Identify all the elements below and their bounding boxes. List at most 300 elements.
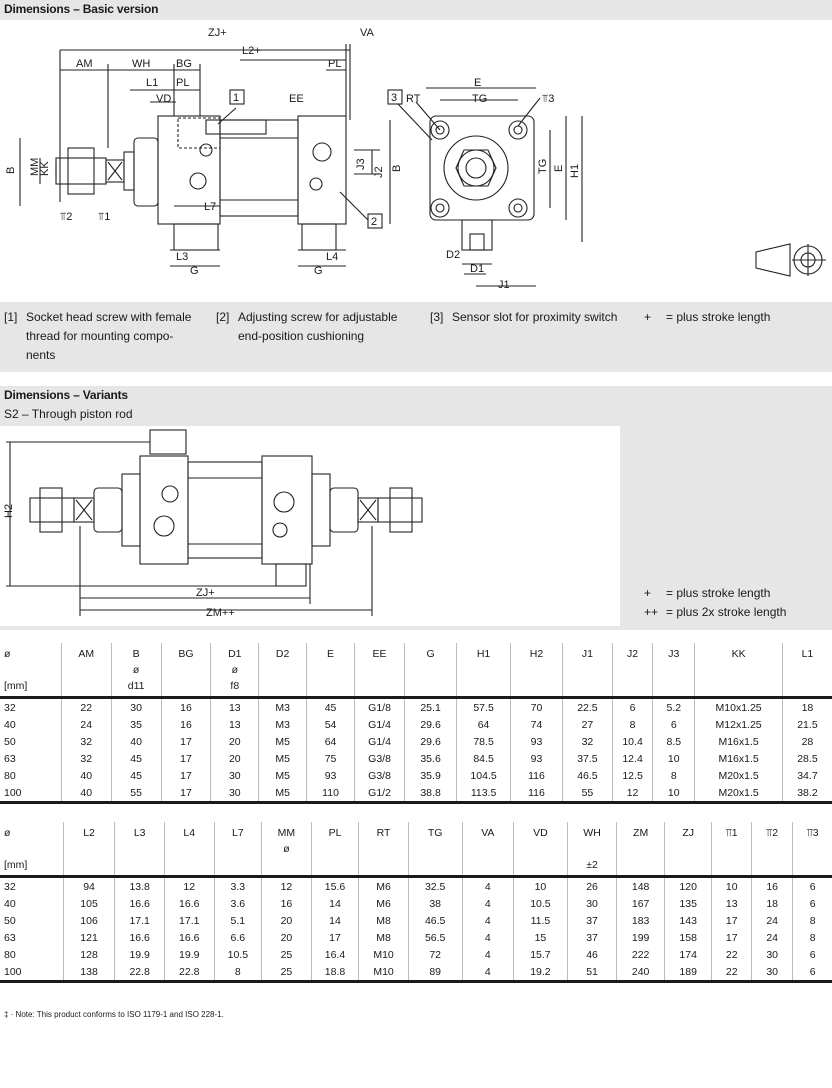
header-line: ⫪3 [806,827,819,839]
table-cell: 12 [262,877,312,896]
header-line: J2 [627,648,639,660]
header-line: G [426,648,435,660]
label-l2: L2+ [242,45,261,57]
label-zj-variant: ZJ+ [196,587,215,599]
table-cell: 14 [311,895,359,912]
header-line: KK [731,648,746,660]
table-cell: 17 [712,929,751,946]
table-cell: 30 [111,698,161,717]
plus-text-variant-2: = plus 2x stroke length [666,605,787,619]
table-cell: 37.5 [562,750,612,767]
header-line: ±2 [586,859,598,871]
plus-text-basic: = plus stroke length [666,310,771,324]
label-j2: J2 [373,166,385,178]
label-callout3: 3 [391,92,398,104]
legend-num-3: [3] [430,310,444,324]
table-cell: 93 [511,750,563,767]
column-header [695,643,783,698]
header-line: J1 [581,648,593,660]
table-cell: 17 [311,929,359,946]
table-cell: M12x1.25 [695,716,783,733]
table-cell: 15 [514,929,568,946]
table-cell: 10 [653,750,695,767]
table-cell: 19.9 [164,946,214,963]
table-2-body [0,877,832,982]
table-cell: 199 [617,929,665,946]
header-line [4,841,63,857]
table-cell: 20 [262,912,312,929]
column-header [751,822,792,877]
table-cell: 32.5 [408,877,462,896]
table-cell: M5 [259,784,307,803]
legend-num-1: [1] [4,310,18,324]
header-line [568,841,617,857]
table-cell: G3/8 [355,767,405,784]
column-header [262,822,312,877]
label-l7: L7 [204,201,217,213]
basic-drawing [0,20,832,302]
variants-title: Dimensions – Variants [4,388,128,402]
legend-1-line-2: thread for mounting compo- [26,329,174,343]
table-cell: 18 [751,895,792,912]
table-cell: 30 [567,895,617,912]
column-header [562,643,612,698]
table-cell: 50 [4,735,16,748]
table-cell: 74 [511,716,563,733]
column-header [653,643,695,698]
table-cell: 15.7 [514,946,568,963]
table-cell: 16.6 [164,895,214,912]
table-cell: 40 [61,784,111,803]
table-cell: 25 [262,963,312,982]
table-cell: 40 [4,897,16,910]
table-cell: 27 [562,716,612,733]
label-l4: L4 [326,251,339,263]
label-mm: MM [29,157,41,176]
table-cell: 4 [462,946,514,963]
table-cell: M6 [359,895,409,912]
table-cell: 10.4 [612,733,652,750]
table-cell: 32 [4,880,16,893]
table-cell: 4 [462,912,514,929]
table-cell: M16x1.5 [695,750,783,767]
table-cell: M5 [259,767,307,784]
table-cell: M8 [359,929,409,946]
label-l1: L1 [146,77,159,89]
table-cell: 93 [307,767,355,784]
header-line: H2 [529,648,544,660]
legend-3-line-1: Sensor slot for proximity switch [452,310,618,324]
table-cell: 135 [664,895,712,912]
header-line: MM [277,827,296,839]
label-g-rear: G [314,265,323,277]
basic-drawing-svg [0,20,832,302]
table-cell: 128 [63,946,115,963]
table-cell: 54 [307,716,355,733]
legend-text-3 [452,308,617,327]
header-line: ø [283,843,290,855]
plus-note-basic [644,310,770,324]
table-cell: M10x1.25 [695,698,783,717]
table-cell: M16x1.5 [695,733,783,750]
legend-text-1 [26,308,191,365]
table-cell: 22.8 [115,963,165,982]
table-cell: 6.6 [214,929,262,946]
table-cell: 12 [612,784,652,803]
table-cell: G1/8 [355,698,405,717]
table-cell: 46.5 [408,912,462,929]
table-cell: 4 [462,963,514,982]
table-1-header-row [0,643,832,698]
header-line: EE [372,648,387,660]
table-row [0,946,832,963]
table-cell: 55 [111,784,161,803]
table-cell: 116 [511,767,563,784]
column-header [359,822,409,877]
table-cell: 46.5 [562,767,612,784]
column-header [0,822,63,877]
header-line: ø [4,648,11,660]
table-cell: 138 [63,963,115,982]
legend-num-2: [2] [216,310,230,324]
label-c1: ⫪1 [98,211,111,223]
table-cell: 19.9 [115,946,165,963]
label-wh: WH [132,58,151,70]
column-header [514,822,568,877]
table-cell: 16 [262,895,312,912]
table-row [0,895,832,912]
table-cell: 28 [782,733,832,750]
table-cell: G3/8 [355,750,405,767]
table-cell: 16.6 [115,895,165,912]
header-line: B [132,648,140,660]
table-cell: 100 [4,965,22,978]
table-cell: 30 [211,784,259,803]
column-header [111,643,161,698]
header-line: D2 [275,648,290,660]
iso-note: ‡ · Note: This product conforms to ISO 1179-1 and ISO 228-1. [4,1010,224,1019]
table-cell: 174 [664,946,712,963]
column-header [664,822,712,877]
table-cell: 57.5 [457,698,511,717]
table-cell: 120 [664,877,712,896]
table-cell: 13 [211,698,259,717]
table-cell: 16.4 [311,946,359,963]
table-cell: 40 [61,767,111,784]
table-cell: 21.5 [782,716,832,733]
table-cell: 8 [653,767,695,784]
table-cell: 78.5 [457,733,511,750]
variants-drawing-svg [0,426,620,626]
table-cell: 56.5 [408,929,462,946]
header-line: D1 [228,648,242,660]
table-cell: 22 [61,698,111,717]
table-cell: 51 [567,963,617,982]
header-line: RT [376,827,391,839]
header-line: WH [583,827,601,839]
table-cell: 17 [161,733,211,750]
table-cell: 24 [61,716,111,733]
table-cell: 35 [111,716,161,733]
table-cell: 12 [164,877,214,896]
header-line [4,662,61,678]
header-line: TG [427,827,443,839]
table-cell: 148 [617,877,665,896]
table-cell: 28.5 [782,750,832,767]
plus-sym-basic: + [644,310,652,324]
table-cell: 104.5 [457,767,511,784]
table-cell: 32 [4,701,16,714]
label-tg-v: TG [537,158,549,174]
legend-1-line-3: nents [26,348,56,362]
table-cell: 70 [511,698,563,717]
header-line: BG [178,648,194,660]
column-header [511,643,563,698]
label-zj: ZJ+ [208,27,227,39]
table-cell: 10.5 [514,895,568,912]
table-cell: 143 [664,912,712,929]
label-tg: TG [472,93,488,105]
header-line: [mm] [4,680,28,692]
table-cell: 6 [793,877,832,896]
table-cell: 29.6 [405,733,457,750]
table-cell: 18 [782,698,832,717]
table-cell: 25 [262,946,312,963]
header-line: ZM [633,827,649,839]
table-cell: 17.1 [115,912,165,929]
table-cell: 63 [4,752,16,765]
table-cell: 64 [307,733,355,750]
table-row [0,929,832,946]
table-cell: 6 [653,716,695,733]
plus-sym-variant-2: ++ [644,605,659,619]
legend-1-line-1: Socket head screw with female [26,310,192,324]
column-header [214,822,262,877]
table-cell: 75 [307,750,355,767]
header-line: H1 [476,648,491,660]
header-line: [mm] [4,859,28,871]
table-cell: 116 [511,784,563,803]
label-e-v: E [553,164,565,172]
table-row [0,912,832,929]
header-line: ZJ [682,827,695,839]
table-cell: 80 [4,769,16,782]
table-cell: G1/4 [355,716,405,733]
table-cell: 16.6 [164,929,214,946]
table-cell: 94 [63,877,115,896]
table-cell: 8.5 [653,733,695,750]
label-bg: BG [176,58,192,70]
label-h2: H2 [3,503,15,518]
table-cell: 5.1 [214,912,262,929]
table-cell: 22 [712,963,751,982]
label-am: AM [76,58,93,70]
table-cell: 13.8 [115,877,165,896]
table-cell: 30 [751,963,792,982]
label-kk: KK [39,161,51,176]
table-cell: 110 [307,784,355,803]
column-header [61,643,111,698]
legend-2-line-1: Adjusting screw for adjustable [238,310,398,324]
variants-drawing [0,426,620,626]
table-cell: 16.6 [115,929,165,946]
table-cell: 17 [161,750,211,767]
table-cell: 6 [793,895,832,912]
table-cell: 40 [111,733,161,750]
table-1-body [0,698,832,803]
table-cell: 12.4 [612,750,652,767]
table-cell: M6 [359,877,409,896]
table-cell: 38.8 [405,784,457,803]
column-header [782,643,832,698]
table-cell: 20 [211,733,259,750]
table-cell: 18.8 [311,963,359,982]
table-cell: 8 [793,929,832,946]
header-line: VA [481,827,495,839]
column-header [567,822,617,877]
label-g: G [190,265,199,277]
table-cell: 105 [63,895,115,912]
column-header [0,643,61,698]
table-cell: 50 [4,914,16,927]
header-line: ⫪2 [766,827,779,839]
legend-text-2 [238,308,397,346]
table-cell: M5 [259,733,307,750]
table-cell: 14 [311,912,359,929]
table-cell: 29.6 [405,716,457,733]
table-cell: 8 [612,716,652,733]
table-cell: 10 [712,877,751,896]
column-header [211,643,259,698]
table-cell: 100 [4,786,22,799]
table-cell: G1/2 [355,784,405,803]
header-line: PL [328,827,342,839]
table-cell: 32 [61,733,111,750]
table-cell: 32 [61,750,111,767]
variants-subtitle: S2 – Through piston rod [4,407,133,421]
header-line: L2 [83,827,95,839]
table-cell: 24 [751,929,792,946]
dimensions-table-2 [0,822,832,983]
table-cell: 8 [793,912,832,929]
table-cell: 5.2 [653,698,695,717]
table-cell: 37 [567,912,617,929]
column-header [164,822,214,877]
header-line: d11 [127,680,145,692]
table-cell: 222 [617,946,665,963]
table-cell: 10.5 [214,946,262,963]
plus-sym-variant-1: + [644,586,652,600]
table-cell: 6 [793,963,832,982]
table-cell: 34.7 [782,767,832,784]
table-cell: 24 [751,912,792,929]
label-d2: D2 [446,249,461,261]
column-header [307,643,355,698]
label-b-right: B [391,164,403,172]
label-va: VA [360,27,374,39]
table-cell: 37 [567,929,617,946]
table-cell: 158 [664,929,712,946]
header-line: ⫪1 [725,827,738,839]
table-row [0,877,832,896]
table-cell: 17 [161,784,211,803]
table-cell: 8 [214,963,262,982]
table-cell: 55 [562,784,612,803]
table-cell: M10 [359,963,409,982]
label-rt: RT [406,93,421,105]
table-cell: 40 [4,718,16,731]
table-cell: 3.6 [214,895,262,912]
table-cell: 84.5 [457,750,511,767]
column-header [355,643,405,698]
table-cell: 4 [462,929,514,946]
header-line: L3 [133,827,146,839]
table-cell: 10 [653,784,695,803]
header-line: f8 [230,680,240,692]
table-cell: 25.1 [405,698,457,717]
column-header [462,822,514,877]
table-cell: 46 [567,946,617,963]
header-line: J3 [668,648,680,660]
label-e: E [474,77,482,89]
header-line: AM [78,648,95,660]
table-cell: 4 [462,877,514,896]
table-cell: 167 [617,895,665,912]
header-line: L7 [231,827,244,839]
table-cell: 22.5 [562,698,612,717]
table-cell: 30 [751,946,792,963]
table-row [0,716,832,733]
table-row [0,733,832,750]
table-cell: 32 [562,733,612,750]
table-cell: 3.3 [214,877,262,896]
table-cell: 240 [617,963,665,982]
header-line: VD [533,827,548,839]
table-cell: 6 [793,946,832,963]
table-cell: 11.5 [514,912,568,929]
table-cell: M10 [359,946,409,963]
column-header [408,822,462,877]
table-cell: 17 [712,912,751,929]
label-zm: ZM++ [206,607,235,619]
label-b: B [5,166,17,174]
label-ee: EE [289,93,304,105]
table-cell: 30 [211,767,259,784]
table-cell: 89 [408,963,462,982]
table-2-header-row [0,822,832,877]
table-cell: 13 [712,895,751,912]
table-cell: 35.6 [405,750,457,767]
label-callout1: 1 [233,92,240,104]
table-cell: M5 [259,750,307,767]
table-cell: 45 [111,750,161,767]
column-header [161,643,211,698]
column-header [311,822,359,877]
table-cell: 16 [751,877,792,896]
table-cell: G1/4 [355,733,405,750]
column-header [405,643,457,698]
header-line: ø [231,664,238,676]
column-header [115,822,165,877]
table-cell: 13 [211,716,259,733]
table-cell: 16 [161,698,211,717]
table-cell: M20x1.5 [695,784,783,803]
table-cell: 121 [63,929,115,946]
label-j1: J1 [498,279,510,291]
table-cell: 17 [161,767,211,784]
table-cell: 17.1 [164,912,214,929]
table-cell: 22.8 [164,963,214,982]
